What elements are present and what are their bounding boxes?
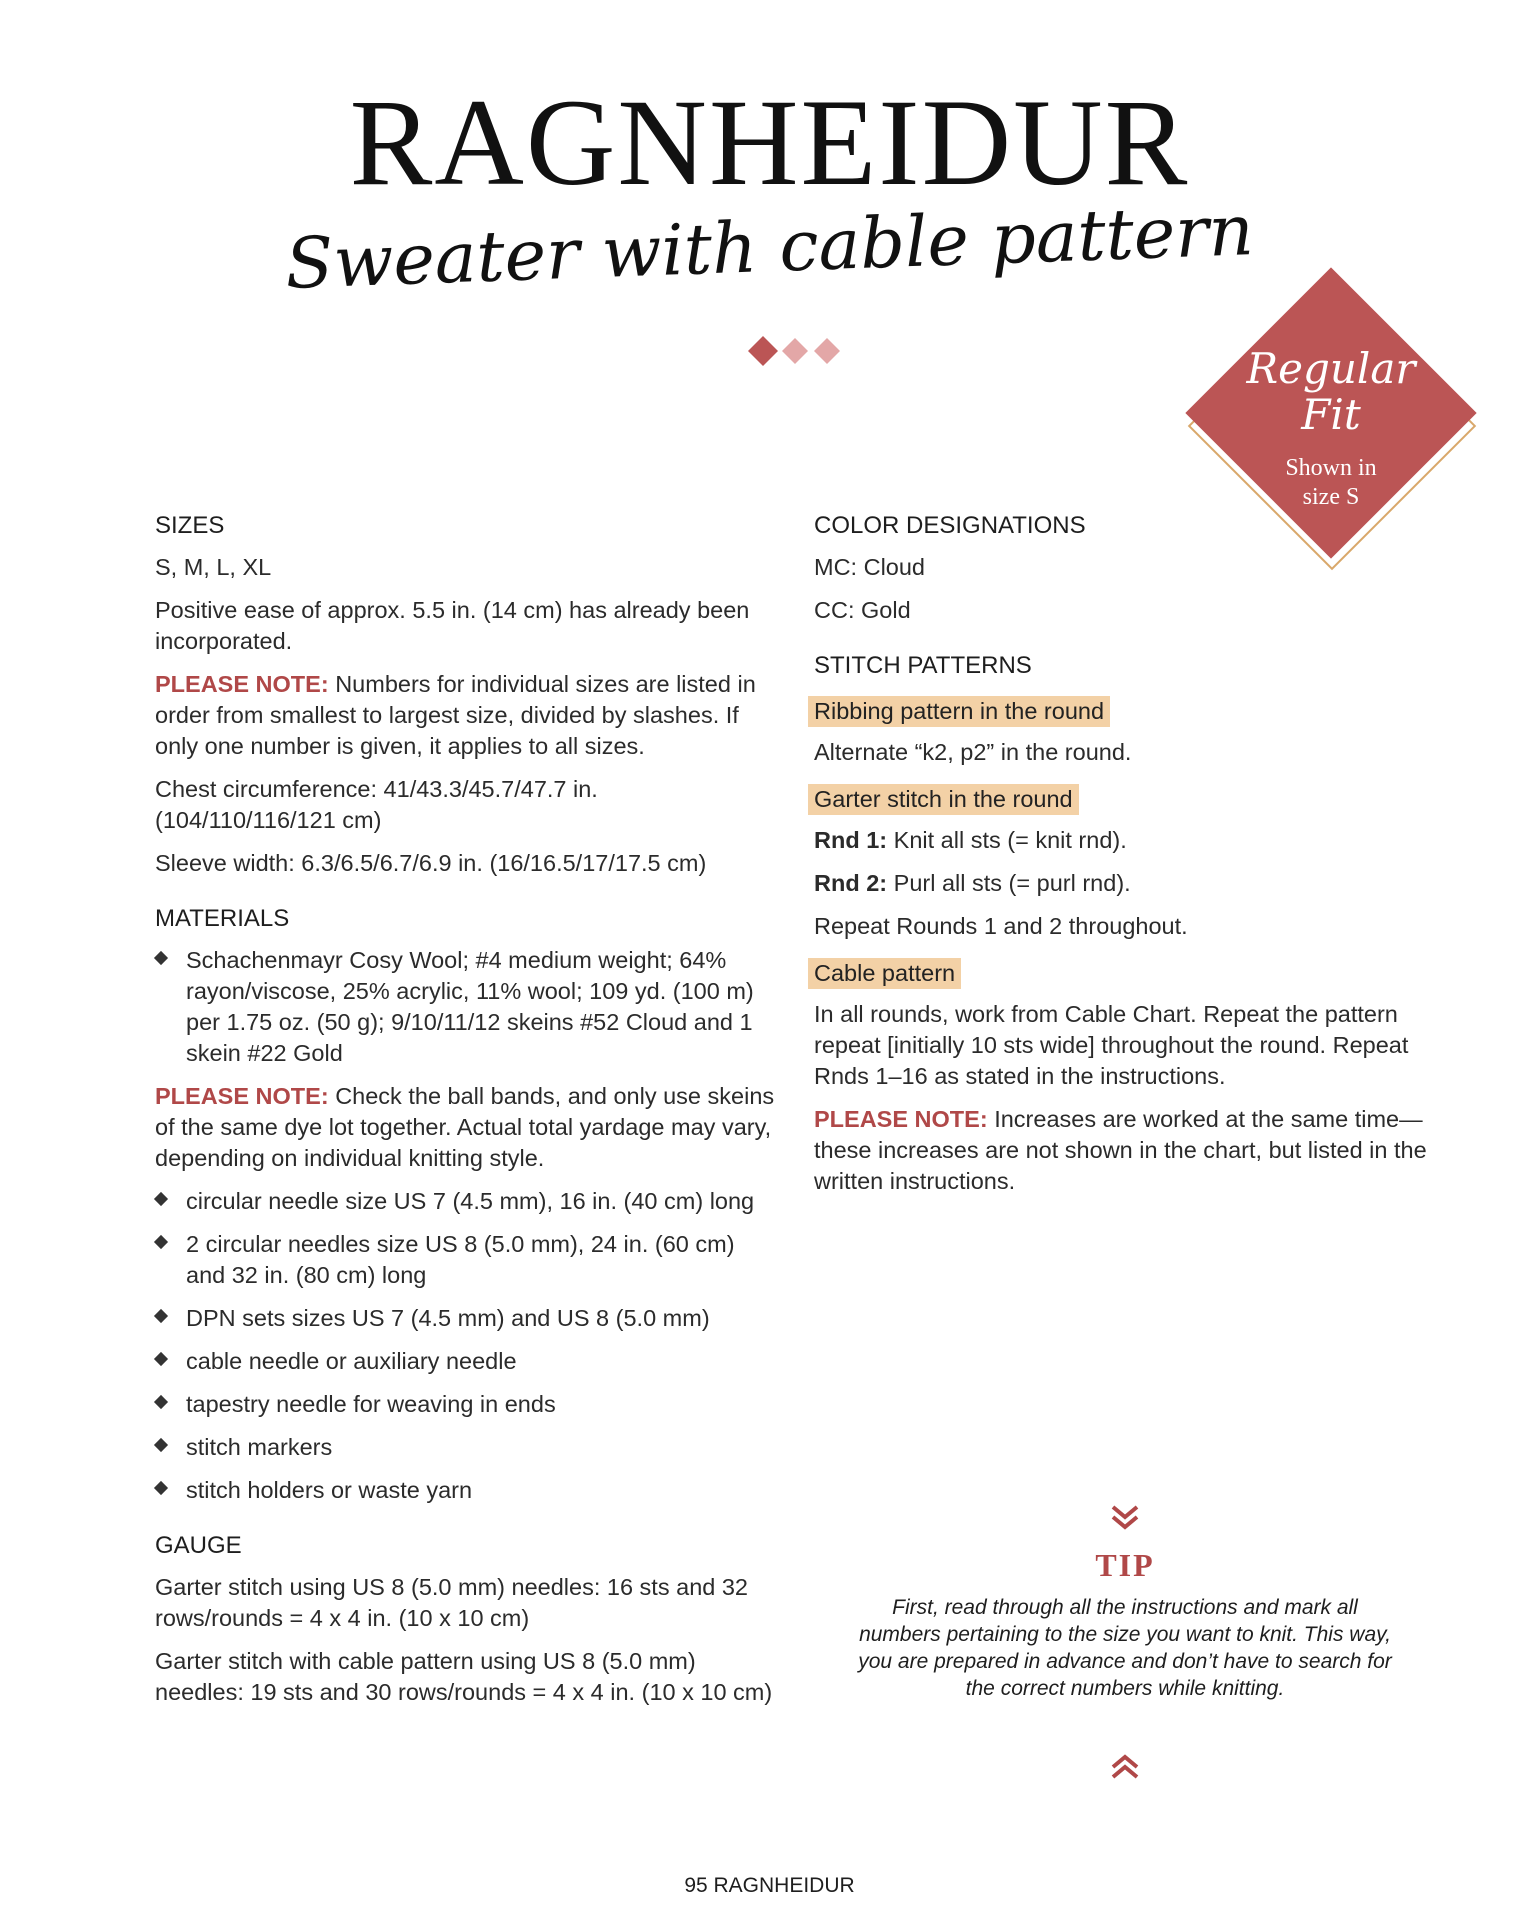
sizes-heading: SIZES	[155, 512, 225, 539]
badge-script-line1: Regular	[1246, 344, 1416, 393]
ribbing-text: Alternate “k2, p2” in the round.	[814, 739, 1132, 765]
sizes-list: S, M, L, XL	[155, 554, 272, 580]
note-label: PLEASE NOTE:	[155, 1083, 329, 1109]
badge-sub-line2: size S	[1302, 484, 1360, 510]
cc-text: CC: Gold	[814, 597, 911, 623]
diamond-ornament-icon	[748, 336, 842, 366]
list-item-text: 2 circular needles size US 8 (5.0 mm), 24 in. (60 cm) and 32 in. (80 cm) long	[186, 1231, 735, 1288]
ribbing-title: Ribbing pattern in the round	[808, 696, 1110, 727]
list-item-text: cable needle or auxiliary needle	[186, 1348, 517, 1374]
list-item-text: stitch markers	[186, 1434, 333, 1460]
note-text: Numbers for individual sizes are listed in order from smallest to largest size, divided by slashes. If only one number is given, it applies to all sizes.	[155, 671, 756, 759]
diamond-bullet-icon	[154, 1235, 168, 1249]
materials-heading: MATERIALS	[155, 905, 290, 932]
page-title: RAGNHEIDUR	[349, 74, 1190, 211]
list-item-text: stitch holders or waste yarn	[186, 1477, 473, 1503]
rnd1-desc: Knit all sts (= knit rnd).	[887, 827, 1127, 853]
badge-sub-line1: Shown in	[1285, 455, 1377, 481]
list-item	[155, 1346, 775, 1377]
color-designations-section	[814, 510, 1454, 626]
colors-heading: COLOR DESIGNATIONS	[814, 512, 1086, 539]
tip-title: TIP	[1095, 1547, 1155, 1583]
right-column	[814, 510, 1454, 1221]
badge-script-line2: Fit	[1301, 390, 1361, 439]
diamond-bullet-icon	[154, 1192, 168, 1206]
note-label: PLEASE NOTE:	[155, 671, 329, 697]
rnd1-text	[814, 825, 1454, 856]
list-item	[155, 1186, 775, 1217]
sizes-section	[155, 510, 775, 879]
cable-title: Cable pattern	[808, 958, 961, 989]
rnd2-text	[814, 868, 1454, 899]
list-item	[155, 1303, 775, 1334]
note-label: PLEASE NOTE:	[814, 1106, 988, 1132]
page-subtitle: Sweater with cable pattern	[284, 189, 1255, 305]
diamond-bullet-icon	[154, 951, 168, 965]
badge-size-note	[1250, 454, 1412, 512]
gauge-heading: GAUGE	[155, 1532, 242, 1559]
diamond-bullet-icon	[154, 1438, 168, 1452]
gauge-cable: Garter stitch with cable pattern using US 8 (5.0 mm) needles: 19 sts and 30 rows/rounds = 4 x 4 in. (10 x 10 cm)	[155, 1648, 773, 1705]
chevron-down-icon	[1111, 1505, 1139, 1531]
list-item	[155, 1389, 775, 1420]
list-item	[155, 1432, 775, 1463]
list-item	[155, 1475, 775, 1506]
rnd2-label: Rnd 2:	[814, 870, 888, 896]
list-item-text: tapestry needle for weaving in ends	[186, 1391, 556, 1417]
diamond-bullet-icon	[154, 1481, 168, 1495]
materials-section	[155, 903, 775, 1506]
badge-script	[1240, 346, 1422, 438]
gauge-garter: Garter stitch using US 8 (5.0 mm) needles: 16 sts and 32 rows/rounds = 4 x 4 in. (10 x 10 cm)	[155, 1574, 748, 1631]
yarn-text: Schachenmayr Cosy Wool; #4 medium weight; 64% rayon/viscose, 25% acrylic, 11% wool; 109 yd. (100 m) per 1.75 oz. (50 g); 9/10/11/12 skeins #52 Cloud and 1 skein #22 Gold	[186, 947, 754, 1066]
list-item	[155, 1229, 775, 1291]
page-footer: 95 RAGNHEIDUR	[684, 1874, 855, 1897]
rnd2-desc: Purl all sts (= purl rnd).	[887, 870, 1131, 896]
sleeve-text: Sleeve width: 6.3/6.5/6.7/6.9 in. (16/16.5/17/17.5 cm)	[155, 850, 707, 876]
diamond-bullet-icon	[154, 1309, 168, 1323]
list-item-text: circular needle size US 7 (4.5 mm), 16 in. (40 cm) long	[186, 1188, 755, 1214]
tip-text: First, read through all the instructions and mark all numbers pertaining to the size you want to knit. This way, you are prepared in advance and don’t have to search for the correct numbers while knitting.	[858, 1596, 1392, 1700]
rnd1-label: Rnd 1:	[814, 827, 888, 853]
diamond-bullet-icon	[154, 1395, 168, 1409]
materials-yarn-list	[155, 945, 775, 1069]
chevron-up-icon	[1111, 1753, 1139, 1779]
materials-list	[155, 1186, 775, 1506]
stitch-patterns-heading: STITCH PATTERNS	[814, 652, 1032, 679]
sizes-note	[155, 669, 775, 762]
left-column	[155, 510, 775, 1732]
note-text: Increases are worked at the same time—these increases are not shown in the chart, but listed in the written instructions.	[814, 1106, 1427, 1194]
stitch-note	[814, 1104, 1454, 1197]
chest-text: Chest circumference: 41/43.3/45.7/47.7 in. (104/110/116/121 cm)	[155, 776, 598, 833]
garter-title: Garter stitch in the round	[808, 784, 1079, 815]
repeat-text: Repeat Rounds 1 and 2 throughout.	[814, 913, 1188, 939]
list-item	[155, 945, 775, 1069]
materials-note	[155, 1081, 775, 1174]
list-item-text: DPN sets sizes US 7 (4.5 mm) and US 8 (5.0 mm)	[186, 1305, 710, 1331]
note-text: Check the ball bands, and only use skeins of the same dye lot together. Actual total yardage may vary, depending on individual knitting style.	[155, 1083, 775, 1171]
mc-text: MC: Cloud	[814, 554, 926, 580]
diamond-bullet-icon	[154, 1352, 168, 1366]
cable-text: In all rounds, work from Cable Chart. Repeat the pattern repeat [initially 10 sts wide] throughout the round. Repeat Rnds 1–16 as stated in the instructions.	[814, 1001, 1409, 1089]
ease-text: Positive ease of approx. 5.5 in. (14 cm) has already been incorporated.	[155, 597, 750, 654]
gauge-section	[155, 1530, 775, 1708]
stitch-patterns-section	[814, 650, 1454, 1197]
